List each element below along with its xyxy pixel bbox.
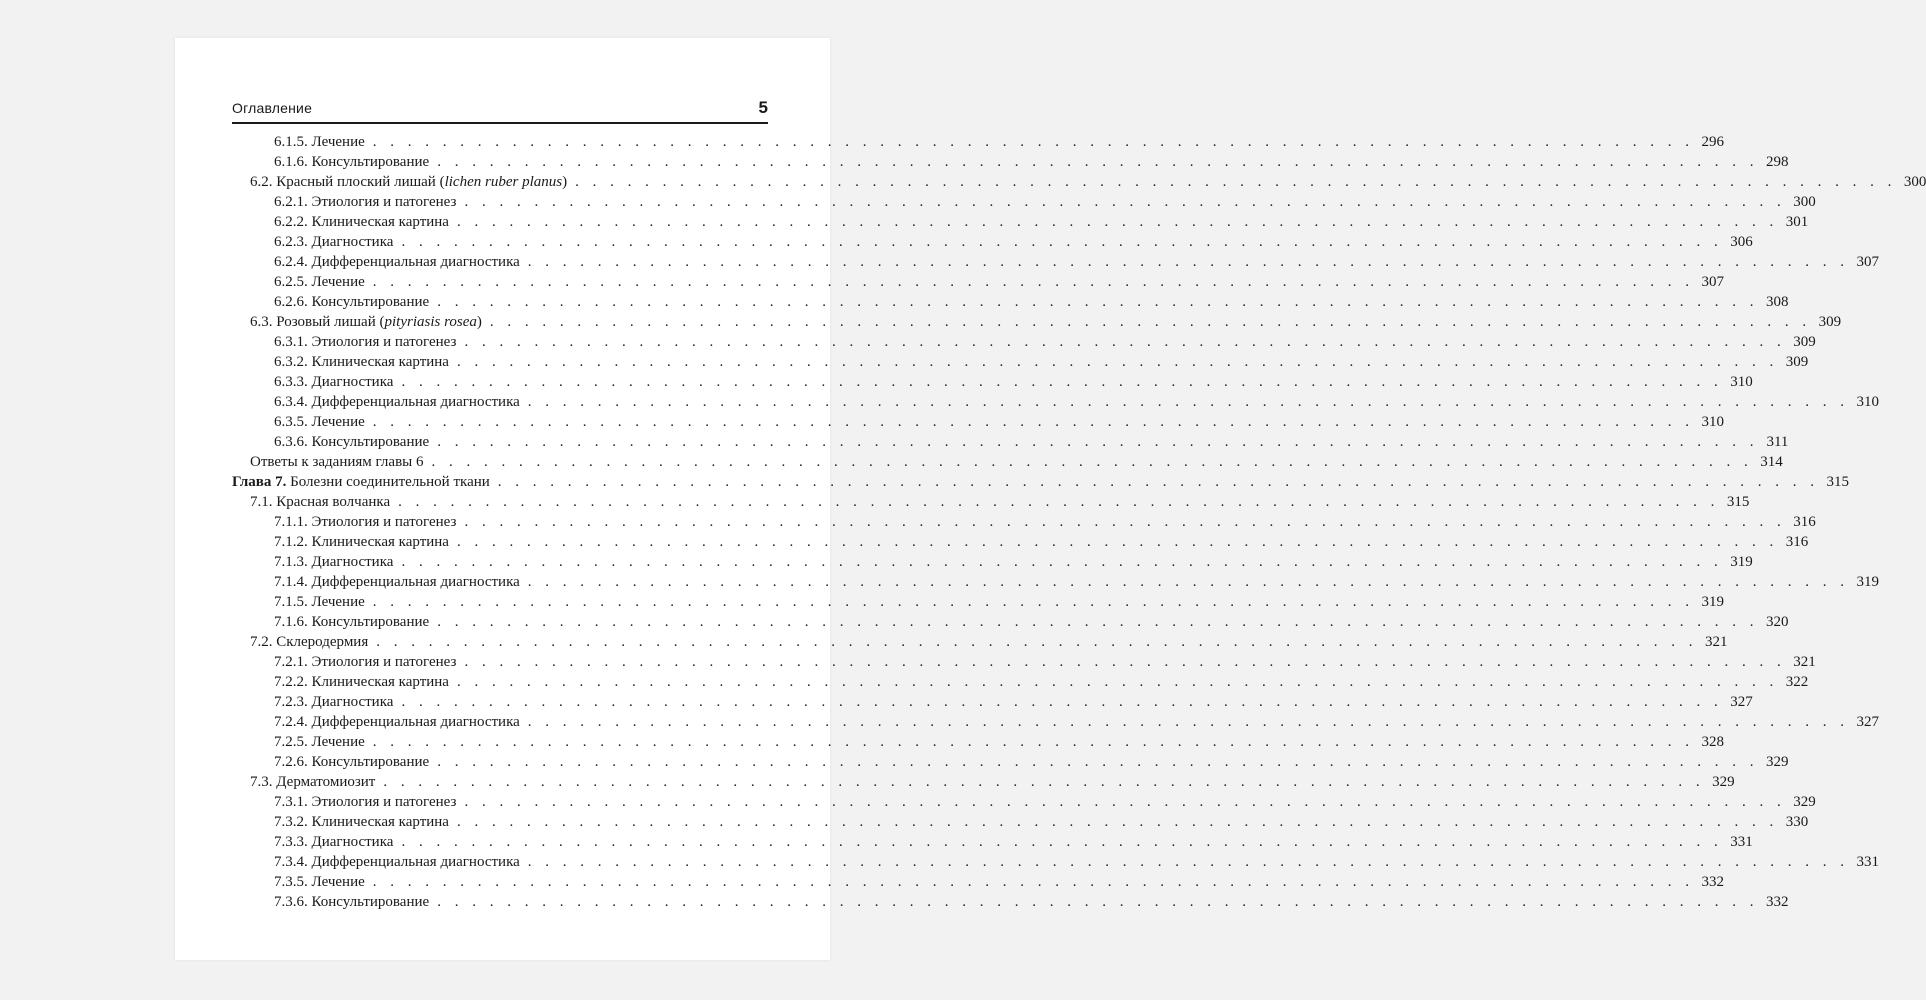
- toc-entry-text: 7.1.5. Лечение: [274, 594, 365, 610]
- toc-page-number: 328: [1701, 734, 1725, 750]
- toc-entry-text: 6.3.4. Дифференциальная диагностика: [274, 394, 520, 410]
- toc-entry-label: [274, 412, 365, 432]
- toc-entry: [232, 632, 1728, 652]
- dot-leader: . . . . . . . . . . . . . . . . . . . . . . . . . . . . . . . . . . . . . . . . . . . . . . . . . . . . . . . . . . . . . . . . . . . . . . . . . . . .: [372, 134, 1695, 150]
- dot-leader: . . . . . . . . . . . . . . . . . . . . . . . . . . . . . . . . . . . . . . . . . . . . . . . . . . . . . . . . . . . . . . . . . . . . . . . . . . . .: [464, 654, 1786, 670]
- toc-entry-text: 7.2.5. Лечение: [274, 734, 365, 750]
- toc-page-number: 311: [1766, 434, 1789, 450]
- toc-entry-label: [274, 332, 456, 352]
- toc-entry-label: [274, 352, 449, 372]
- toc-entry: [232, 492, 1750, 512]
- toc-entry-text: 7.3.4. Дифференциальная диагностика: [274, 854, 520, 870]
- toc-entry-label: [250, 452, 423, 472]
- toc-page-number: 315: [1826, 474, 1850, 490]
- toc-entry: [232, 712, 1880, 732]
- toc-entry-text: 6.3.2. Клиническая картина: [274, 354, 449, 370]
- dot-leader: . . . . . . . . . . . . . . . . . . . . . . . . . . . . . . . . . . . . . . . . . . . . . . . . . . . . . . . . . . . . . . . . . . . . . . . . . . . .: [527, 854, 1850, 870]
- toc-page-number: 310: [1856, 394, 1880, 410]
- toc-entry-text: 7.1.3. Диагностика: [274, 554, 394, 570]
- dot-leader: . . . . . . . . . . . . . . . . . . . . . . . . . . . . . . . . . . . . . . . . . . . . . . . . . . . . . . . . . . . . . . . . . . . . . . . . . . . .: [527, 394, 1850, 410]
- toc-entry: [232, 412, 1725, 432]
- toc-entry-text: 6.2.2. Клиническая картина: [274, 214, 449, 230]
- toc-page-number: 332: [1701, 874, 1725, 890]
- dot-leader: . . . . . . . . . . . . . . . . . . . . . . . . . . . . . . . . . . . . . . . . . . . . . . . . . . . . . . . . . . . . . . . . . . . . . . . . . . . .: [376, 634, 1698, 650]
- toc-entry-label: [274, 792, 456, 812]
- dot-leader: . . . . . . . . . . . . . . . . . . . . . . . . . . . . . . . . . . . . . . . . . . . . . . . . . . . . . . . . . . . . . . . . . . . . . . . . . . . .: [527, 574, 1850, 590]
- toc-entry: [232, 732, 1725, 752]
- toc-entry-text: 7.1.2. Клиническая картина: [274, 534, 449, 550]
- dot-leader: . . . . . . . . . . . . . . . . . . . . . . . . . . . . . . . . . . . . . . . . . . . . . . . . . . . . . . . . . . . . . . . . . . . . . . . . . . . .: [437, 154, 1759, 170]
- toc-page-number: 332: [1765, 894, 1789, 910]
- toc-entry-text: 6.2.1. Этиология и патогенез: [274, 194, 457, 210]
- toc-entry-text: 7.3.5. Лечение: [274, 874, 365, 890]
- toc-entry-text: 6.3.3. Диагностика: [274, 374, 394, 390]
- toc-entry-label: [250, 772, 375, 792]
- toc-page-number: 308: [1765, 294, 1789, 310]
- dot-leader: . . . . . . . . . . . . . . . . . . . . . . . . . . . . . . . . . . . . . . . . . . . . . . . . . . . . . . . . . . . . . . . . . . . . . . . . . . . .: [437, 614, 1759, 630]
- toc-entry-text: Болезни соединительной ткани: [286, 474, 490, 490]
- toc-entry: [232, 352, 1809, 372]
- toc-entry-label: [250, 312, 482, 332]
- toc-entry: [232, 192, 1816, 212]
- toc-page-number: 329: [1765, 754, 1789, 770]
- toc-entry: [232, 612, 1789, 632]
- toc-page-number: 329: [1712, 774, 1735, 790]
- toc-entry-text: 7.2.3. Диагностика: [274, 694, 394, 710]
- toc-entry-text: 7.1.4. Дифференциальная диагностика: [274, 574, 520, 590]
- toc-entry-text: 7.3.2. Клиническая картина: [274, 814, 449, 830]
- toc-chapter-number: Глава 7.: [232, 474, 287, 490]
- toc-entry-text: 6.3.6. Консультирование: [274, 434, 430, 450]
- toc-entry-text: 6.2.4. Дифференциальная диагностика: [274, 254, 520, 270]
- toc-page-number: 309: [1793, 334, 1816, 350]
- toc-entry-text-tail: ): [562, 174, 568, 190]
- toc-entry-text: 7.2.6. Консультирование: [274, 754, 430, 770]
- toc-entry-text-tail: ): [476, 314, 482, 330]
- toc-entry: [232, 812, 1809, 832]
- toc-entry-text: 6.2.5. Лечение: [274, 274, 365, 290]
- dot-leader: . . . . . . . . . . . . . . . . . . . . . . . . . . . . . . . . . . . . . . . . . . . . . . . . . . . . . . . . . . . . . . . . . . . . . . . . . . . .: [456, 814, 1779, 830]
- toc-page-number: 322: [1785, 674, 1809, 690]
- toc-entry: [232, 532, 1809, 552]
- dot-leader: . . . . . . . . . . . . . . . . . . . . . . . . . . . . . . . . . . . . . . . . . . . . . . . . . . . . . . . . . . . . . . . . . . . . . . . . . . . .: [437, 754, 1759, 770]
- toc-entry-text: 6.3.5. Лечение: [274, 414, 365, 430]
- toc-entry: [232, 692, 1753, 712]
- toc-page-number: 330: [1785, 814, 1809, 830]
- dot-leader: . . . . . . . . . . . . . . . . . . . . . . . . . . . . . . . . . . . . . . . . . . . . . . . . . . . . . . . . . . . . . . . . . . . . . . . . . . . .: [456, 354, 1779, 370]
- toc-entry-label: [274, 832, 393, 852]
- dot-leader: . . . . . . . . . . . . . . . . . . . . . . . . . . . . . . . . . . . . . . . . . . . . . . . . . . . . . . . . . . . . . . . . . . . . . . . . . . . .: [464, 334, 1786, 350]
- toc-page-number: 306: [1730, 234, 1753, 250]
- toc-page-number: 309: [1785, 354, 1809, 370]
- toc-entry: [232, 572, 1880, 592]
- toc-page-number: 300: [1793, 194, 1816, 210]
- dot-leader: . . . . . . . . . . . . . . . . . . . . . . . . . . . . . . . . . . . . . . . . . . . . . . . . . . . . . . . . . . . . . . . . . . . . . . . . . . . .: [372, 734, 1695, 750]
- toc-page-number: 320: [1765, 614, 1789, 630]
- toc-page-number: 298: [1765, 154, 1789, 170]
- header-title: Оглавление: [232, 100, 313, 116]
- toc-entry-label: [274, 152, 429, 172]
- toc-page-number: 319: [1730, 554, 1753, 570]
- dot-leader: . . . . . . . . . . . . . . . . . . . . . . . . . . . . . . . . . . . . . . . . . . . . . . . . . . . . . . . . . . . . . . . . . . . . . . . . . . . .: [456, 214, 1779, 230]
- toc-entry: [232, 432, 1789, 452]
- toc-entry: [232, 772, 1735, 792]
- toc-entry-label: [274, 432, 429, 452]
- toc-entry-text: 7.1.1. Этиология и патогенез: [274, 514, 457, 530]
- running-header: [232, 98, 768, 124]
- toc-entry-label: [274, 252, 520, 272]
- book-page: [175, 38, 1926, 960]
- toc-entry-label: [274, 812, 449, 832]
- toc-entry-label: [274, 212, 449, 232]
- toc-page-number: 316: [1785, 534, 1809, 550]
- toc-entry-label: [274, 652, 456, 672]
- toc-entry-label: [274, 592, 365, 612]
- toc-entry-text: 6.1.6. Консультирование: [274, 154, 430, 170]
- toc-page-number: 315: [1726, 494, 1750, 510]
- dot-leader: . . . . . . . . . . . . . . . . . . . . . . . . . . . . . . . . . . . . . . . . . . . . . . . . . . . . . . . . . . . . . . . . . . . . . . . . . . . .: [437, 894, 1759, 910]
- dot-leader: . . . . . . . . . . . . . . . . . . . . . . . . . . . . . . . . . . . . . . . . . . . . . . . . . . . . . . . . . . . . . . . . . . . . . . . . . . . .: [431, 454, 1753, 470]
- toc-entry-text: 7.2. Склеродермия: [250, 634, 369, 650]
- toc-entry-label: [250, 172, 567, 192]
- toc-entry: [232, 152, 1789, 172]
- toc-entry: [232, 592, 1725, 612]
- toc-entry-text: 6.3.1. Этиология и патогенез: [274, 334, 457, 350]
- toc-entry-label: [232, 472, 490, 492]
- dot-leader: . . . . . . . . . . . . . . . . . . . . . . . . . . . . . . . . . . . . . . . . . . . . . . . . . . . . . . . . . . . . . . . . . . . . . . . . . . . .: [456, 674, 1779, 690]
- toc-chapter-entry: [232, 472, 1850, 492]
- toc-entry-latin-term: lichen ruber planus: [444, 174, 563, 190]
- toc-page-number: 321: [1793, 654, 1816, 670]
- toc-page-number: 309: [1818, 314, 1842, 330]
- toc-entry: [232, 172, 1926, 192]
- dot-leader: . . . . . . . . . . . . . . . . . . . . . . . . . . . . . . . . . . . . . . . . . . . . . . . . . . . . . . . . . . . . . . . . . . . . . . . . . . . .: [401, 834, 1723, 850]
- toc-entry-text: 7.2.1. Этиология и патогенез: [274, 654, 457, 670]
- toc-entry-label: [274, 132, 365, 152]
- toc-page-number: 307: [1701, 274, 1725, 290]
- toc-entry-label: [274, 752, 429, 772]
- dot-leader: . . . . . . . . . . . . . . . . . . . . . . . . . . . . . . . . . . . . . . . . . . . . . . . . . . . . . . . . . . . . . . . . . . . . . . . . . . . .: [437, 294, 1759, 310]
- toc-page-number: 327: [1856, 714, 1880, 730]
- dot-leader: . . . . . . . . . . . . . . . . . . . . . . . . . . . . . . . . . . . . . . . . . . . . . . . . . . . . . . . . . . . . . . . . . . . . . . . . . . . .: [489, 314, 1812, 330]
- dot-leader: . . . . . . . . . . . . . . . . . . . . . . . . . . . . . . . . . . . . . . . . . . . . . . . . . . . . . . . . . . . . . . . . . . . . . . . . . . . .: [464, 794, 1786, 810]
- toc-entry-text: Ответы к заданиям главы 6: [250, 454, 424, 470]
- toc-page-number: 310: [1701, 414, 1725, 430]
- toc-entry: [232, 272, 1725, 292]
- toc-entry-label: [274, 532, 449, 552]
- toc-entry: [232, 252, 1880, 272]
- toc-entry: [232, 852, 1880, 872]
- toc-entry-text: 6.2. Красный плоский лишай (: [250, 174, 445, 190]
- toc-entry: [232, 552, 1753, 572]
- toc-entry-label: [274, 612, 429, 632]
- dot-leader: . . . . . . . . . . . . . . . . . . . . . . . . . . . . . . . . . . . . . . . . . . . . . . . . . . . . . . . . . . . . . . . . . . . . . . . . . . . .: [464, 194, 1786, 210]
- toc-entry-label: [274, 872, 365, 892]
- dot-leader: . . . . . . . . . . . . . . . . . . . . . . . . . . . . . . . . . . . . . . . . . . . . . . . . . . . . . . . . . . . . . . . . . . . . . . . . . . . .: [527, 714, 1850, 730]
- toc-entry: [232, 392, 1880, 412]
- toc-entry-label: [274, 892, 429, 912]
- toc-entry: [232, 672, 1809, 692]
- dot-leader: . . . . . . . . . . . . . . . . . . . . . . . . . . . . . . . . . . . . . . . . . . . . . . . . . . . . . . . . . . . . . . . . . . . . . . . . . . . .: [401, 374, 1723, 390]
- toc-entry: [232, 332, 1816, 352]
- toc-entry-latin-term: pityriasis rosea: [384, 314, 477, 330]
- toc-entry: [232, 792, 1816, 812]
- toc-entry: [232, 312, 1842, 332]
- toc-entry-label: [274, 672, 449, 692]
- dot-leader: . . . . . . . . . . . . . . . . . . . . . . . . . . . . . . . . . . . . . . . . . . . . . . . . . . . . . . . . . . . . . . . . . . . . . . . . . . . .: [464, 514, 1786, 530]
- toc-page-number: 316: [1793, 514, 1816, 530]
- toc-entry-label: [274, 192, 456, 212]
- toc-page-number: 310: [1730, 374, 1753, 390]
- dot-leader: . . . . . . . . . . . . . . . . . . . . . . . . . . . . . . . . . . . . . . . . . . . . . . . . . . . . . . . . . . . . . . . . . . . . . . . . . . . .: [456, 534, 1779, 550]
- toc-entry-label: [274, 292, 429, 312]
- dot-leader: . . . . . . . . . . . . . . . . . . . . . . . . . . . . . . . . . . . . . . . . . . . . . . . . . . . . . . . . . . . . . . . . . . . . . . . . . . . .: [398, 494, 1720, 510]
- toc-entry-text: 7.3.6. Консультирование: [274, 894, 430, 910]
- toc-entry-label: [250, 492, 390, 512]
- toc-entry-text: 6.1.5. Лечение: [274, 134, 365, 150]
- toc-entry-label: [274, 372, 393, 392]
- toc-entry: [232, 892, 1789, 912]
- toc-page-number: 300: [1903, 174, 1926, 190]
- toc-entry: [232, 372, 1753, 392]
- toc-page-number: 314: [1760, 454, 1783, 470]
- toc-entry-label: [274, 732, 365, 752]
- toc-entry-label: [274, 712, 520, 732]
- dot-leader: . . . . . . . . . . . . . . . . . . . . . . . . . . . . . . . . . . . . . . . . . . . . . . . . . . . . . . . . . . . . . . . . . . . . . . . . . . . .: [372, 274, 1695, 290]
- dot-leader: . . . . . . . . . . . . . . . . . . . . . . . . . . . . . . . . . . . . . . . . . . . . . . . . . . . . . . . . . . . . . . . . . . . . . . . . . . . .: [372, 594, 1695, 610]
- toc-entry-text: 7.1.6. Консультирование: [274, 614, 430, 630]
- toc-entry: [232, 832, 1753, 852]
- toc-entry-label: [274, 512, 456, 532]
- toc-page-number: 329: [1793, 794, 1816, 810]
- toc-entry: [232, 872, 1725, 892]
- toc-entry: [232, 212, 1809, 232]
- toc-entry-text: 7.3.3. Диагностика: [274, 834, 394, 850]
- toc-page-number: 301: [1785, 214, 1809, 230]
- toc-entry-text: 7.2.2. Клиническая картина: [274, 674, 449, 690]
- toc-entry-text: 6.2.3. Диагностика: [274, 234, 394, 250]
- toc-page-number: 321: [1705, 634, 1728, 650]
- toc-entry-text: 6.3. Розовый лишай (: [250, 314, 385, 330]
- dot-leader: . . . . . . . . . . . . . . . . . . . . . . . . . . . . . . . . . . . . . . . . . . . . . . . . . . . . . . . . . . . . . . . . . . . . . . . . . . . .: [383, 774, 1705, 790]
- toc-page-number: 319: [1701, 594, 1725, 610]
- toc-entry-text: 6.2.6. Консультирование: [274, 294, 430, 310]
- toc-entry-label: [274, 852, 520, 872]
- toc-entry-label: [250, 632, 368, 652]
- toc-page-number: 319: [1856, 574, 1880, 590]
- toc-entry-text: 7.2.4. Дифференциальная диагностика: [274, 714, 520, 730]
- header-page-number: 5: [758, 98, 768, 117]
- toc-entry: [232, 292, 1789, 312]
- toc-entry: [232, 752, 1789, 772]
- toc-entry-text: 7.3. Дерматомиозит: [250, 774, 376, 790]
- toc-entry-label: [274, 552, 393, 572]
- dot-leader: . . . . . . . . . . . . . . . . . . . . . . . . . . . . . . . . . . . . . . . . . . . . . . . . . . . . . . . . . . . . . . . . . . . . . . . . . . . .: [401, 554, 1723, 570]
- toc-page-number: 296: [1701, 134, 1725, 150]
- dot-leader: . . . . . . . . . . . . . . . . . . . . . . . . . . . . . . . . . . . . . . . . . . . . . . . . . . . . . . . . . . . . . . . . . . . . . . . . . . . .: [372, 414, 1695, 430]
- toc-entry: [232, 652, 1816, 672]
- toc-entry-label: [274, 392, 520, 412]
- dot-leader: . . . . . . . . . . . . . . . . . . . . . . . . . . . . . . . . . . . . . . . . . . . . . . . . . . . . . . . . . . . . . . . . . . . . . . . . . . . .: [401, 694, 1723, 710]
- toc-entry: [232, 132, 1725, 152]
- toc-page-number: 331: [1856, 854, 1880, 870]
- toc-entry-label: [274, 692, 393, 712]
- table-of-contents: [232, 132, 1926, 912]
- toc-entry-text: 7.3.1. Этиология и патогенез: [274, 794, 457, 810]
- dot-leader: . . . . . . . . . . . . . . . . . . . . . . . . . . . . . . . . . . . . . . . . . . . . . . . . . . . . . . . . . . . . . . . . . . . . . . . . . . . .: [437, 434, 1759, 450]
- dot-leader: . . . . . . . . . . . . . . . . . . . . . . . . . . . . . . . . . . . . . . . . . . . . . . . . . . . . . . . . . . . . . . . . . . . . . . . . . . . .: [527, 254, 1850, 270]
- toc-entry-label: [274, 232, 393, 252]
- toc-entry-text: 7.1. Красная волчанка: [250, 494, 391, 510]
- toc-entry: [232, 232, 1753, 252]
- dot-leader: . . . . . . . . . . . . . . . . . . . . . . . . . . . . . . . . . . . . . . . . . . . . . . . . . . . . . . . . . . . . . . . . . . . . . . . . . . . .: [372, 874, 1695, 890]
- toc-entry: [232, 452, 1783, 472]
- toc-entry-label: [274, 572, 520, 592]
- toc-page-number: 327: [1730, 694, 1753, 710]
- dot-leader: . . . . . . . . . . . . . . . . . . . . . . . . . . . . . . . . . . . . . . . . . . . . . . . . . . . . . . . . . . . . . . . . . . . . . . . . . . . .: [575, 174, 1897, 190]
- toc-page-number: 307: [1856, 254, 1880, 270]
- toc-entry: [232, 512, 1816, 532]
- dot-leader: . . . . . . . . . . . . . . . . . . . . . . . . . . . . . . . . . . . . . . . . . . . . . . . . . . . . . . . . . . . . . . . . . . . . . . . . . . . .: [497, 474, 1820, 490]
- toc-page-number: 331: [1730, 834, 1753, 850]
- dot-leader: . . . . . . . . . . . . . . . . . . . . . . . . . . . . . . . . . . . . . . . . . . . . . . . . . . . . . . . . . . . . . . . . . . . . . . . . . . . .: [401, 234, 1723, 250]
- toc-entry-label: [274, 272, 365, 292]
